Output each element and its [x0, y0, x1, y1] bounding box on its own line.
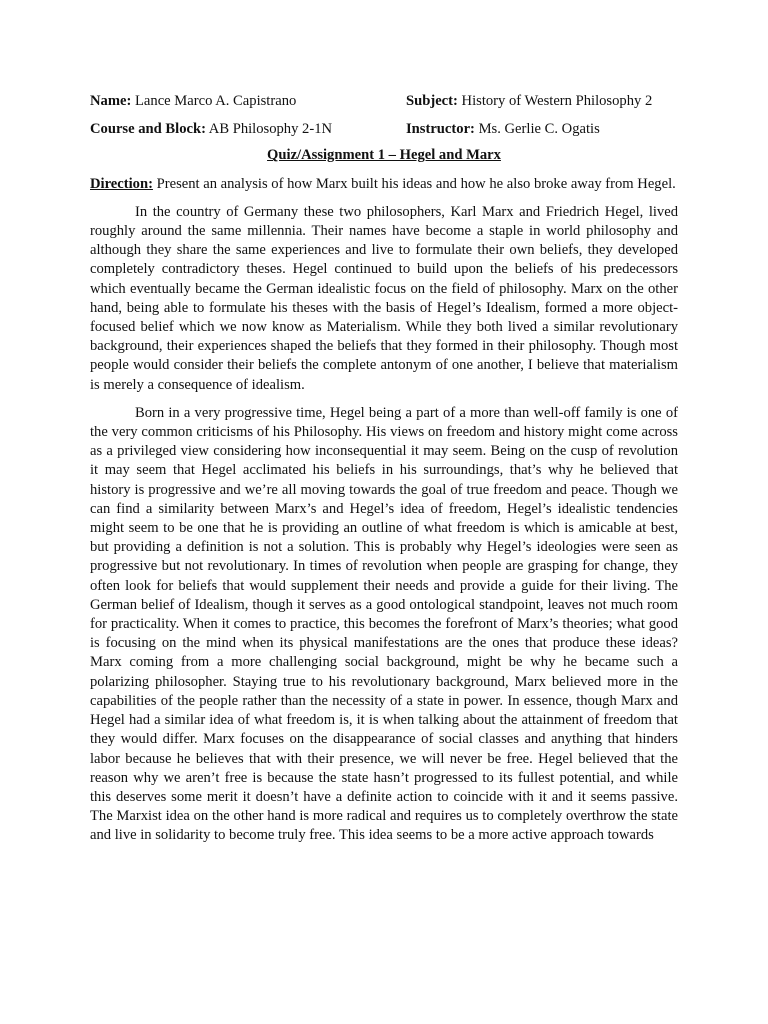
body-paragraph: In the country of Germany these two philosophers, Karl Marx and Friedrich Hegel, lived roughly around the same millennia. Their names have become a staple in world philosophy and although they share the same experiences and live to formulate their own beliefs, they developed completely contradictory theses. Hegel continued to build upon the beliefs of his predecessors which eventually became the German idealistic focus on the field of philosophy. Marx on the other hand, being able to formulate his theses with the basis of Hegel’s Idealism, formed a more object-focused belief which we now know as Materialism. While they both lived a similar revolutionary background, their experiences shaped the beliefs that they formed in their philosophy. Though most people would consider their beliefs the complete antonym of one another, I believe that materialism is merely a consequence of idealism. — [90, 203, 678, 393]
name-field — [90, 92, 406, 111]
course-field — [90, 120, 406, 139]
direction-block — [90, 175, 678, 194]
name-label: Name: — [90, 93, 132, 109]
document-page — [90, 92, 678, 855]
course-value: AB Philosophy 2-1N — [208, 121, 333, 138]
subject-field — [406, 92, 678, 111]
body-paragraph: Born in a very progressive time, Hegel being a part of a more than well-off family is one of the very common criticisms of his Philosophy. His views on freedom and history might come across as a privileged view considering how inconsequential it may seem. Being on the cusp of revolution it may seem that Hegel acclimated his beliefs in his surroundings, that’s why he believed that history is progressive and we’re all moving towards the goal of true freedom and peace. Though we can find a similarity between Marx’s and Hegel’s idea of freedom, Hegel’s idealistic tendencies might seem to be one that he is providing an outline of what freedom is which is amicable at best, but providing a definition is not a solution. This is probably why Hegel’s ideologies were seen as progressive but not revolutionary. In times of revolution when people are grasping for change, they often look for beliefs that would supplement their needs and provide a guide for their living. The German belief of Idealism, though it serves as a good ontological standpoint, leaves not much room for practicality. When it comes to practice, this becomes the forefront of Marx’s theories; what good is focusing on the mind when its physical manifestations are the ones that produce these ideas? Marx coming from a more challenging social background, might be why he became such a polarizing philosopher. Staying true to his revolutionary background, Marx believed more in the capabilities of the people rather than the necessity of a state in power. In essence, though Marx and Hegel had a similar idea of what freedom is, it is when talking about the attainment of freedom that they would differ. Marx focuses on the disappearance of social classes and anything that hinders labor because he believes that with their presence, we will never be free. Hegel believed that the reason why we aren’t free is because the state hasn’t progressed to its fullest potential, and while this deserves some merit it doesn’t have a definite action to coincide with it and it seems passive. The Marxist idea on the other hand is more radical and requires us to completely overthrow the state and live in solidarity to become truly free. This idea seems to be a more active approach towards — [90, 404, 678, 844]
direction-label: Direction: — [90, 175, 153, 192]
direction-text: Present an analysis of how Marx built his ideas and how he also broke away from Hegel. — [156, 175, 676, 192]
document-header — [90, 92, 678, 139]
instructor-value: Ms. Gerlie C. Ogatis — [478, 121, 600, 138]
instructor-field — [406, 120, 678, 139]
course-label: Course and Block: — [90, 121, 206, 138]
instructor-label: Instructor: — [406, 121, 475, 138]
subject-label: Subject: — [406, 93, 458, 109]
name-value: Lance Marco A. Capistrano — [135, 93, 297, 109]
document-title: Quiz/Assignment 1 – Hegel and Marx — [267, 147, 501, 164]
subject-value: History of Western Philosophy 2 — [461, 93, 653, 109]
